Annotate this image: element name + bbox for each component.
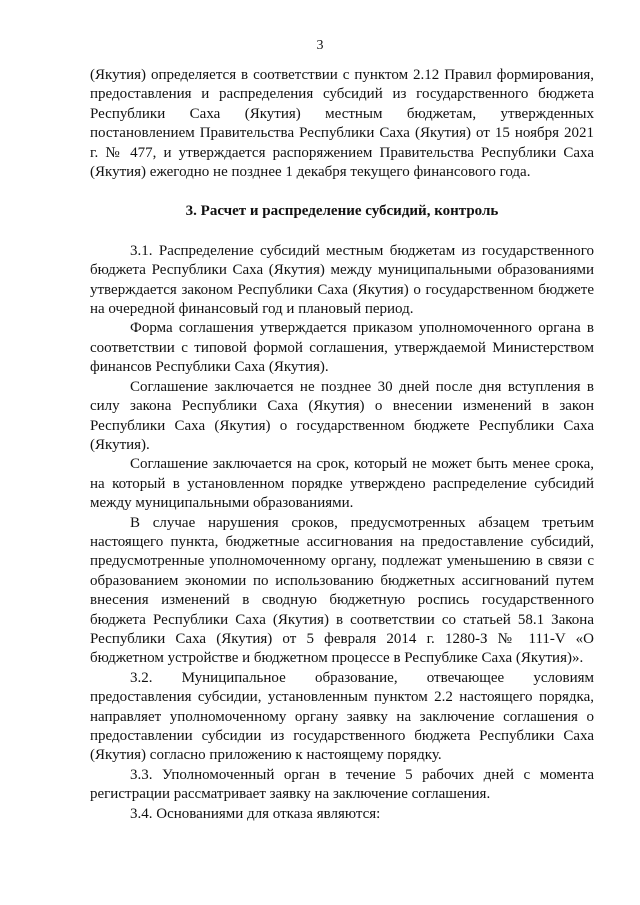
page-number: 3 — [316, 38, 324, 53]
paragraph-agreement-form: Форма соглашения утверждается приказом уполномоченного органа в соответствии с типовой формой соглашения, утверждаемой Министерством финансов Республики Саха (Якутия). — [90, 320, 594, 376]
paragraph-continued: (Якутия) определяется в соответствии с пунктом 2.12 Правил формирования, предоставления и распределения субсидий из государственного бюджета Республики Саха (Якутия) местным бюджетам, утвержденных постановлением Правительства Республики Саха (Якутия) от 15 ноября 2021 г. № 477, и утверждается распоряжением Правительства Республики Саха (Якутия) ежегодно не позднее 1 декабря текущего финансового года. — [90, 67, 594, 181]
paragraph-agreement-term: Соглашение заключается на срок, который не может быть менее срока, на который в установленном порядке утверждено распределение субсидий между муниципальными образованиями. — [90, 456, 594, 512]
paragraph-3-3: 3.3. Уполномоченный орган в течение 5 рабочих дней с момента регистрации рассматривает заявку на заключение соглашения. — [90, 766, 594, 803]
paragraph-3-1: 3.1. Распределение субсидий местным бюджетам из государственного бюджета Республики Саха (Якутия) между муниципальными образованиями утверждается законом Республики Саха (Якутия) о государственном бюджете на очередной финансовый год и плановый период. — [90, 242, 594, 318]
document-body — [90, 66, 594, 824]
paragraph-agreement-deadline: Соглашение заключается не позднее 30 дней после дня вступления в силу закона Республики Саха (Якутия) о внесении изменений в закон Республики Саха (Якутия) о государственном бюджете Республики Саха (Якутия). — [90, 378, 594, 453]
paragraph-3-4: 3.4. Основаниями для отказа являются: — [130, 805, 381, 822]
paragraph-violation: В случае нарушения сроков, предусмотренных абзацем третьим настоящего пункта, бюджетные ассигнования на предоставление субсидий, предусмотренные уполномоченному органу, подлежат уменьшению в связи с образованием экономии по использованию бюджетных ассигнований путем внесения изменений в сводную бюджетную роспись государственного бюджета Республики Саха (Якутия) в соответствии со статьей 58.1 Закона Республики Саха (Якутия) от 5 февраля 2014 г. 1280-З № 111-V «О бюджетном устройстве и бюджетном процессе в Республике Саха (Якутия)». — [90, 514, 594, 667]
section-heading: 3. Расчет и распределение субсидий, контроль — [185, 203, 499, 220]
paragraph-3-2: 3.2. Муниципальное образование, отвечающее условиям предоставления субсидии, установленным пунктом 2.2 настоящего порядка, направляет уполномоченному органу заявку на заключение соглашения о предоставлении субсидии из государственного бюджета Республики Саха (Якутия) согласно приложению к настоящему порядку. — [90, 669, 594, 764]
